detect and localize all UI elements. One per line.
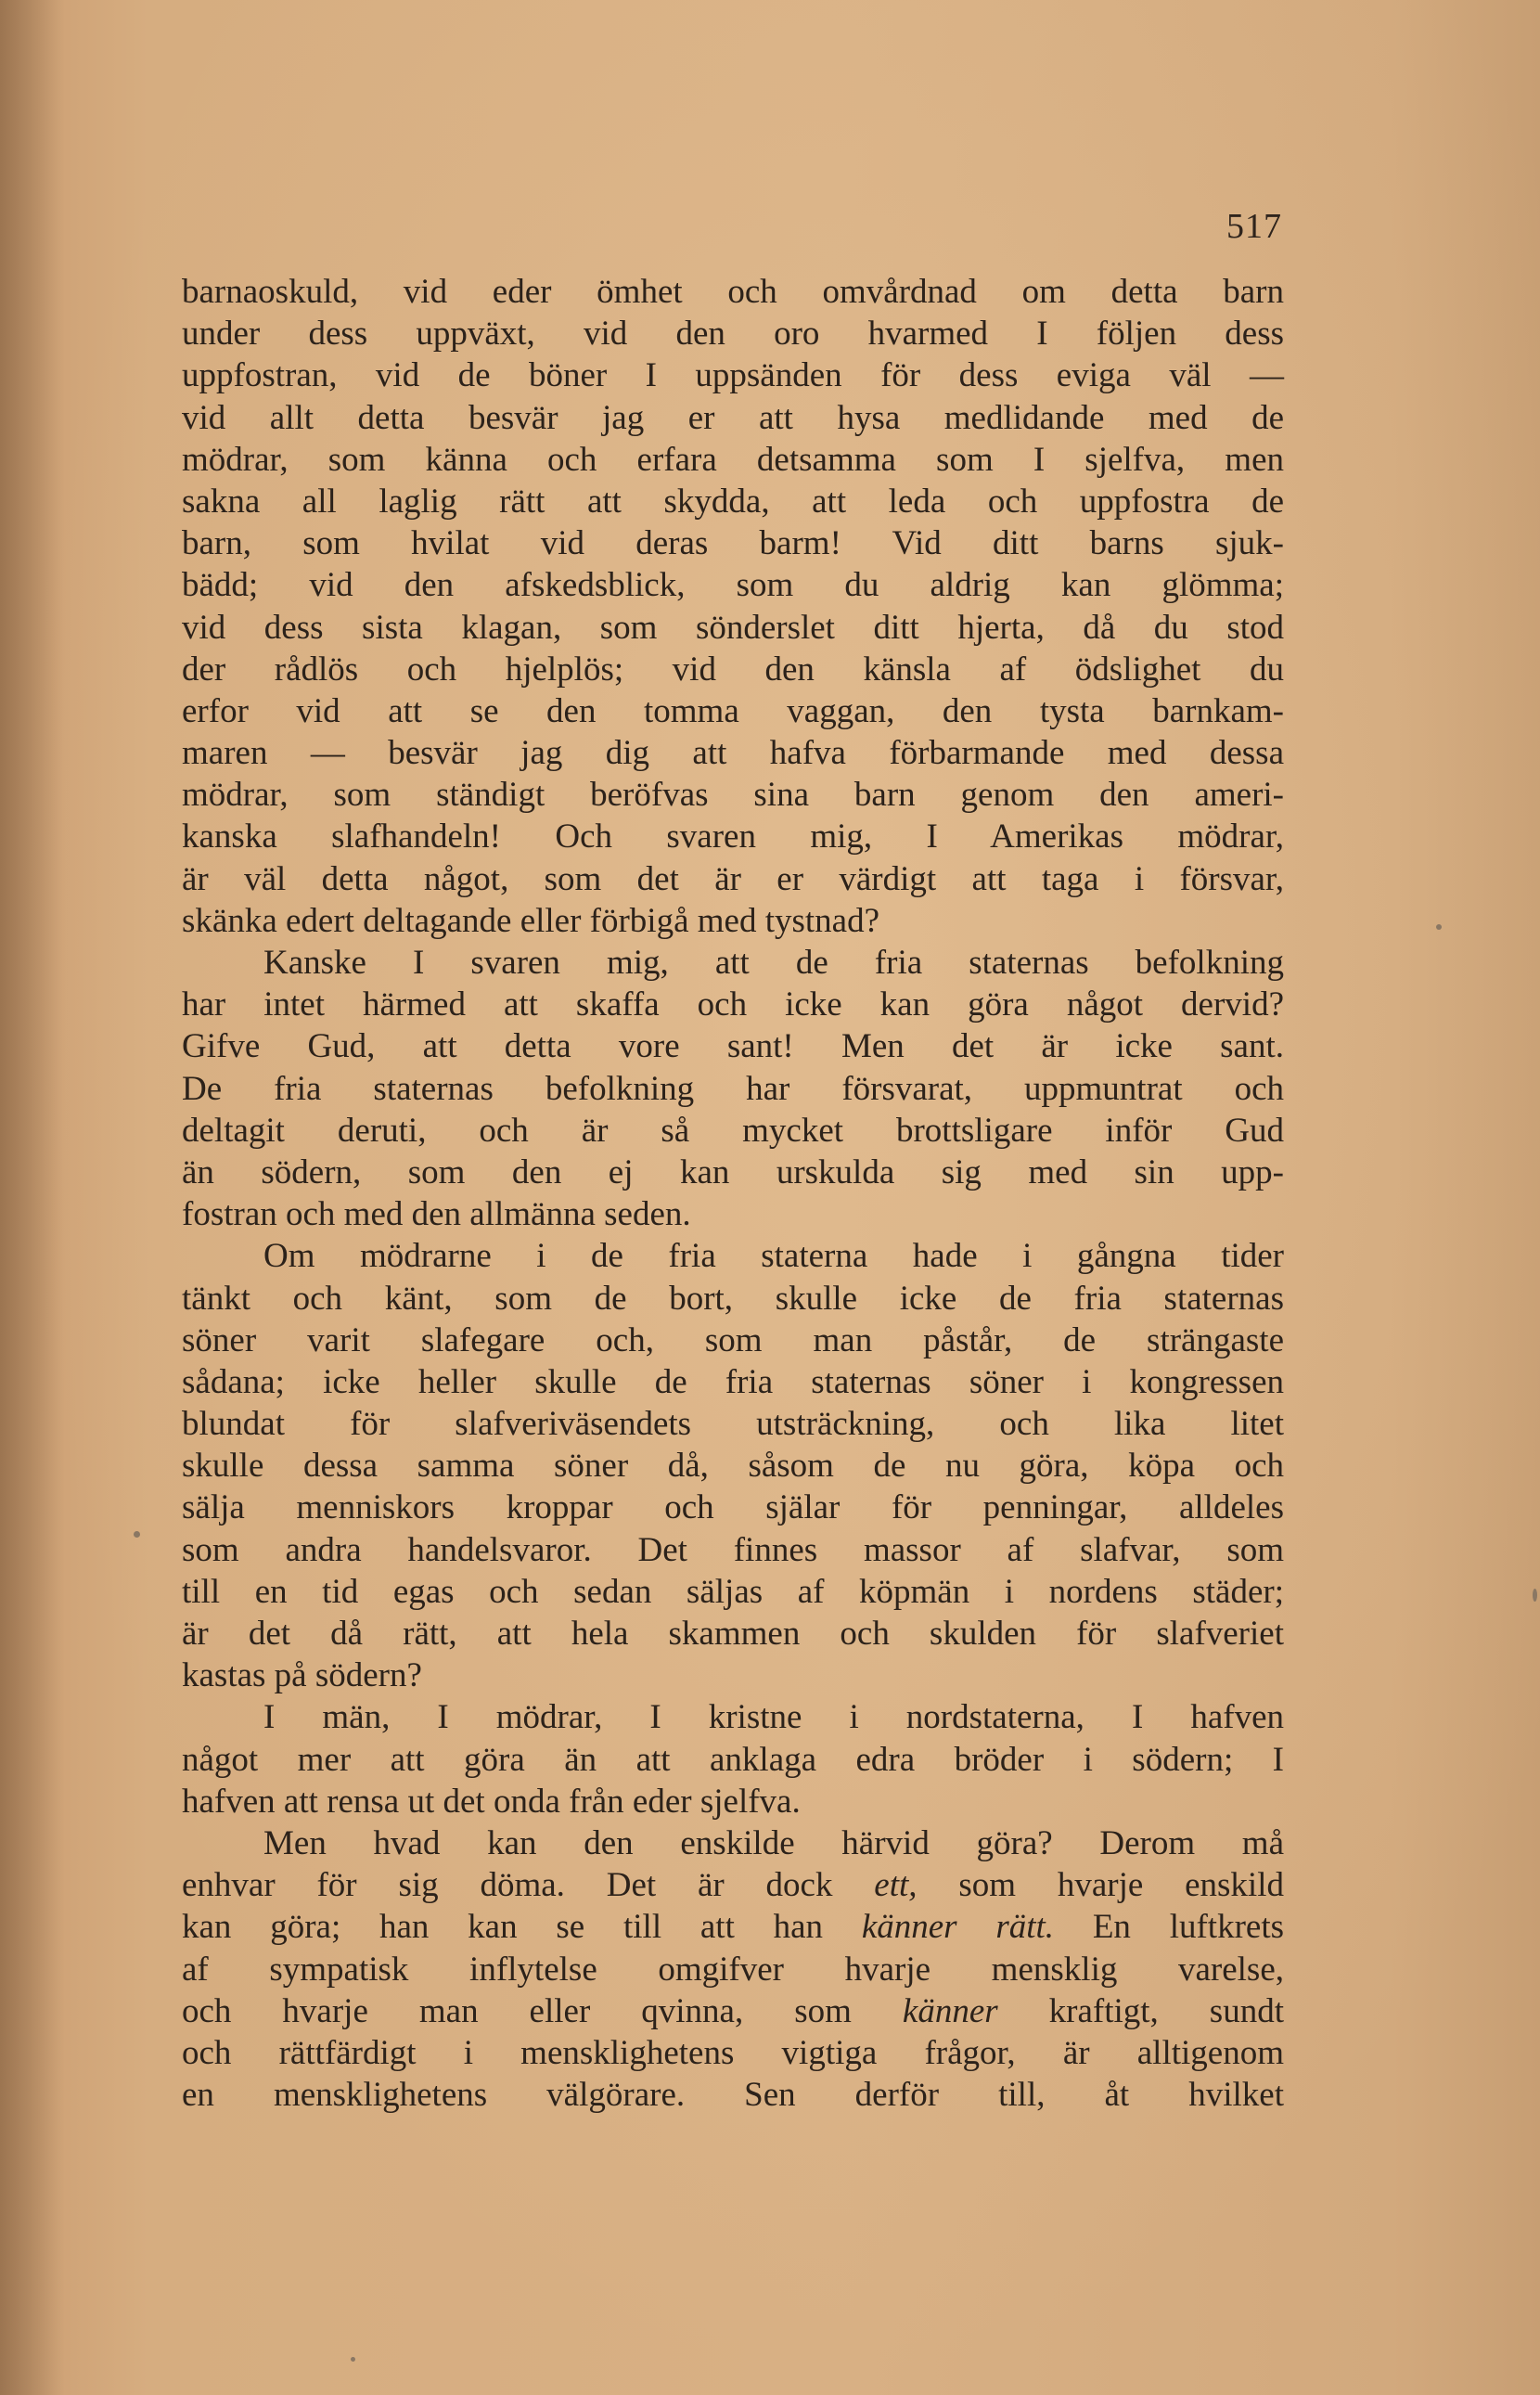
text-line: sälja menniskors kroppar och själar för penningar, alldeles [182,1488,1284,1527]
text-line: barn, som hvilat vid deras barm! Vid ditt barns sjuk- [182,524,1284,563]
text-line: kastas på södern? [182,1656,422,1695]
text-line: Om mödrarne i de fria staterna hade i gångna tider [263,1237,1284,1276]
text-line: maren — besvär jag dig att hafva förbarmande med dessa [182,734,1284,773]
text-line: söner varit slafegare och, som man påstår, de strängaste [182,1320,1284,1359]
text-line: under dess uppväxt, vid den oro hvarmed I följen dess [182,315,1284,354]
text-line: I män, I mödrar, I kristne i nordstaterna, I hafven [263,1698,1284,1737]
text-line: är det då rätt, att hela skammen och skulden för slafveriet [182,1615,1284,1653]
text-line: mödrar, som ständigt beröfvas sina barn genom den ameri- [182,776,1284,815]
text-line [182,1906,1284,1948]
text-line: erfor vid att se den tomma vaggan, den tysta barnkam- [182,691,1284,730]
text-line: till en tid egas och sedan säljas af köpmän i nordens städer; [182,1572,1284,1611]
text-line: en mensklighetens välgörare. Sen derför till, åt hvilket [182,2076,1284,2115]
text-line [182,1990,1284,2032]
text-line: deltagit deruti, och är så mycket brottsligare inför Gud [182,1111,1284,1150]
text-run: En luftkrets [1054,1908,1285,1947]
text-line: vid dess sista klagan, som sönderslet ditt hjerta, då du stod [182,608,1284,647]
text-line: Kanske I svaren mig, att de fria staternas befolkning [263,944,1284,982]
text-run: som hvarje enskild [917,1866,1284,1905]
text-line: och rättfärdigt i mensklighetens vigtiga frågor, är alltigenom [182,2033,1284,2072]
text-line: har intet härmed att skaffa och icke kan göra något dervid? [182,985,1284,1024]
text-line: sakna all laglig rätt att skydda, att leda och uppfostra de [182,482,1284,521]
text-line: än södern, som den ej kan urskulda sig med sin upp- [182,1152,1284,1191]
text-line: fostran och med den allmänna seden. [182,1195,691,1234]
paper-speck [134,1531,140,1538]
text-run: kan göra; han kan se till att han [182,1908,862,1947]
text-line [182,1864,1284,1906]
text-line: barnaoskuld, vid eder ömhet och omvårdnad om detta barn [182,273,1284,311]
text-line: hafven att rensa ut det onda från eder sjelfva. [182,1782,801,1821]
paper-speck [1436,924,1442,930]
text-line: vid allt detta besvär jag er att hysa medlidande med de [182,398,1284,437]
italic-text: känner [902,1991,998,2030]
text-run: och hvarje man eller qvinna, som [182,1991,903,2030]
text-line: skänka edert deltagande eller förbigå med tystnad? [182,901,880,940]
paper-speck [1533,1589,1537,1602]
paper-speck [351,2357,355,2362]
text-line: skulle dessa samma söner då, såsom de nu göra, köpa och [182,1447,1284,1486]
text-line: De fria staternas befolkning har försvarat, uppmuntrat och [182,1069,1284,1108]
text-line: sådana; icke heller skulle de fria staternas söner i kongressen [182,1362,1284,1401]
text-line: blundat för slafveriväsendets utsträckning, och lika litet [182,1405,1284,1444]
text-line: uppfostran, vid de böner I uppsänden för dess eviga väl — [182,356,1284,395]
text-line: något mer att göra än att anklaga edra bröder i södern; I [182,1740,1284,1779]
text-line: tänkt och känt, som de bort, skulle icke de fria staternas [182,1279,1284,1318]
binding-gutter-shadow [0,0,65,2395]
text-line: Men hvad kan den enskilde härvid göra? Derom må [263,1823,1284,1862]
page-number: 517 [1226,207,1282,246]
text-line: kanska slafhandeln! Och svaren mig, I Amerikas mödrar, [182,818,1284,856]
text-line: der rådlös och hjelplös; vid den känsla af ödslighet du [182,650,1284,689]
text-line: är väl detta något, som det är er värdigt att taga i försvar, [182,859,1284,898]
body-text [182,271,1284,2116]
text-line: Gifve Gud, att detta vore sant! Men det är icke sant. [182,1027,1284,1066]
italic-text: känner rätt. [861,1908,1055,1947]
text-line: som andra handelsvaror. Det finnes massor af slafvar, som [182,1530,1284,1569]
text-line: bädd; vid den afskedsblick, som du aldrig kan glömma; [182,566,1284,605]
text-line: mödrar, som känna och erfara detsamma som I sjelfva, men [182,440,1284,479]
italic-text: ett, [874,1866,918,1905]
text-run: kraftigt, sundt [997,1991,1284,2030]
text-run: enhvar för sig döma. Det är dock [182,1866,875,1905]
text-line: af sympatisk inflytelse omgifver hvarje mensklig varelse, [182,1950,1284,1989]
